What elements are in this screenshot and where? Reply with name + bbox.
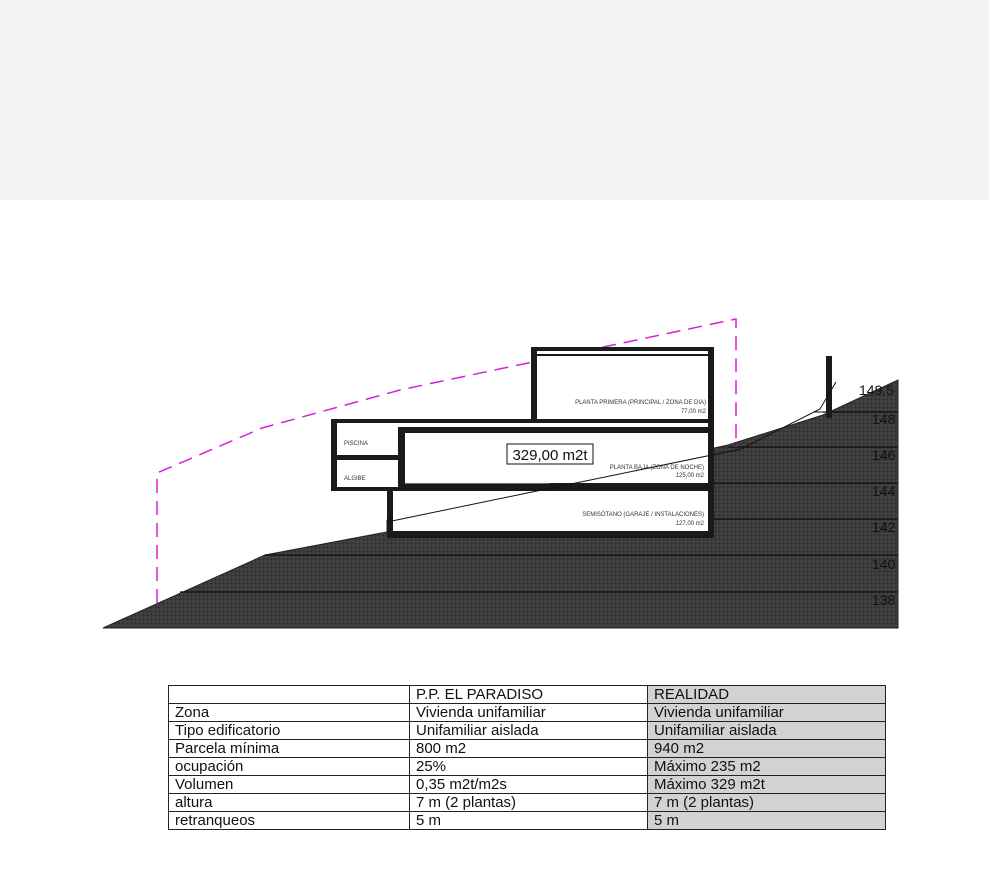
room-area-semibasement: 127,00 m2 (675, 521, 704, 527)
table-header-cell (169, 686, 410, 704)
table-row (169, 758, 886, 776)
room-label-first-floor: PLANTA PRIMERA (PRINCIPAL / ZONA DE DIA) (575, 400, 706, 406)
level-label: 142 (872, 519, 896, 535)
table-cell: Máximo 329 m2t (648, 776, 886, 794)
table-cell: 5 m (410, 812, 648, 830)
room-label-piscina: PISCINA (344, 441, 369, 447)
table-row (169, 704, 886, 722)
table-cell: Máximo 235 m2 (648, 758, 886, 776)
table-cell: Unifamiliar aislada (648, 722, 886, 740)
table-cell: Zona (169, 704, 410, 722)
room-area-ground-floor: 125,00 m2 (675, 473, 704, 479)
room-label-semibasement: SEMISÓTANO (GARAJE / INSTALACIONES) (582, 512, 704, 518)
table-row (169, 776, 886, 794)
table-row (169, 794, 886, 812)
table-cell: 25% (410, 758, 648, 776)
table-cell: Tipo edificatorio (169, 722, 410, 740)
table-cell: Unifamiliar aislada (410, 722, 648, 740)
table-header-cell: REALIDAD (648, 686, 886, 704)
table-cell: ocupación (169, 758, 410, 776)
level-label: 144 (872, 483, 896, 499)
table-cell: 7 m (2 plantas) (410, 794, 648, 812)
table-cell: 0,35 m2t/m2s (410, 776, 648, 794)
table-cell: 5 m (648, 812, 886, 830)
room-area-first-floor: 77,00 m2 (680, 409, 706, 415)
level-label: 138 (872, 592, 896, 608)
room-label-algibe: ALGIBE (344, 476, 366, 482)
table-row (169, 812, 886, 830)
table-row (169, 740, 886, 758)
building-structure (331, 347, 714, 538)
table-cell: Volumen (169, 776, 410, 794)
table-header-row (169, 686, 886, 704)
boundary-wall (826, 356, 832, 418)
room-label-ground-floor: PLANTA BAJA (ZONA DE NOCHE) (609, 465, 704, 471)
level-label: 146 (872, 447, 896, 463)
table-header-cell: P.P. EL PARADISO (410, 686, 648, 704)
level-label: 140 (872, 556, 896, 572)
comparison-table (168, 685, 886, 830)
table-cell: 800 m2 (410, 740, 648, 758)
table-cell: 940 m2 (648, 740, 886, 758)
table-cell: Parcela mínima (169, 740, 410, 758)
table-cell: Vivienda unifamiliar (410, 704, 648, 722)
table-cell: 7 m (2 plantas) (648, 794, 886, 812)
level-label: 149.5 (859, 382, 895, 398)
table-cell: retranqueos (169, 812, 410, 830)
table-row (169, 722, 886, 740)
level-label: 148 (872, 411, 896, 427)
table-cell: altura (169, 794, 410, 812)
total-area-label: 329,00 m2t (512, 447, 588, 464)
table-cell: Vivienda unifamiliar (648, 704, 886, 722)
